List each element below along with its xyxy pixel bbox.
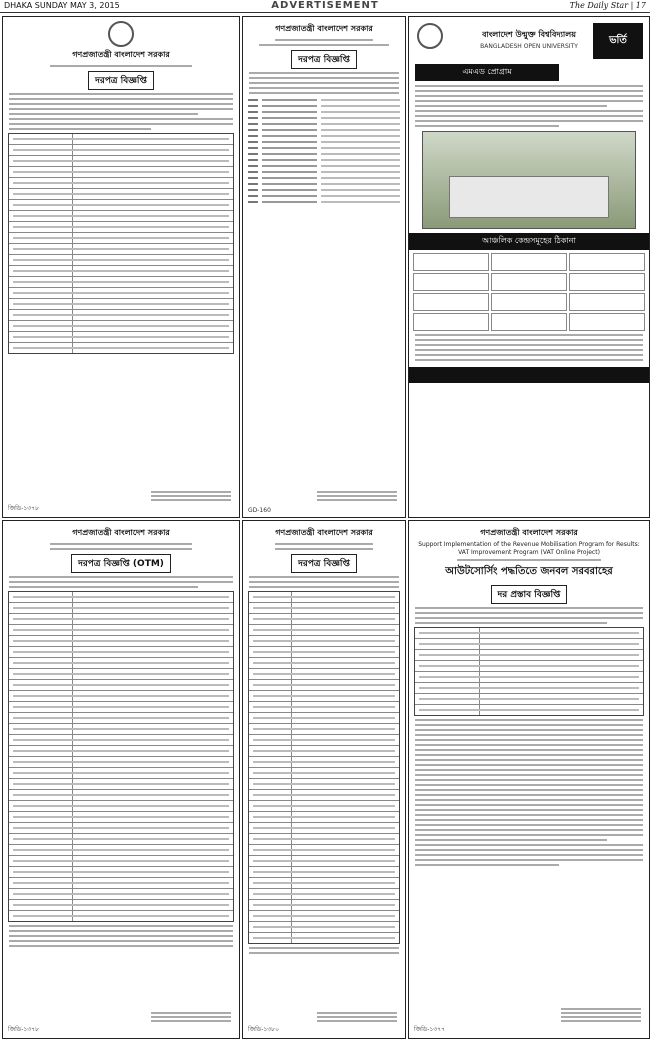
ad-admission <box>408 16 650 518</box>
ad-tender-3 <box>242 520 406 1039</box>
ad-tender-otm <box>2 520 240 1039</box>
ad-title: দরপত্র বিজ্ঞপ্তি <box>291 50 357 69</box>
ad-gov: বাংলাদেশ উন্মুক্ত বিশ্ববিদ্যালয় <box>482 30 576 39</box>
ad-gov: গণপ্রজাতন্ত্রী বাংলাদেশ সরকার <box>72 528 170 537</box>
ad-title: দরপত্র বিজ্ঞপ্তি <box>88 71 154 90</box>
ad-tender-2 <box>242 16 406 518</box>
signature-block <box>151 1010 231 1024</box>
footer-bar <box>409 367 649 383</box>
program-title: এমএড প্রোগ্রাম <box>415 64 559 81</box>
ad-code: জিডি-১৩৭৮ <box>8 1026 39 1033</box>
header-section: ADVERTISEMENT <box>271 0 379 11</box>
ad-program-line2: VAT Improvement Program (VAT Online Project) <box>458 549 600 556</box>
govt-seal-icon <box>108 21 134 47</box>
ad-title: দর প্রস্তাব বিজ্ঞপ্তি <box>491 585 568 604</box>
signature-block <box>317 1010 397 1024</box>
signature-block <box>317 489 397 503</box>
ad-gov: গণপ্রজাতন্ত্রী বাংলাদেশ সরকার <box>72 50 170 59</box>
ad-code: জিডি-১৩৮০ <box>248 1026 279 1033</box>
ad-gov: গণপ্রজাতন্ত্রী বাংলাদেশ সরকার <box>275 24 373 33</box>
ad-program-line1: Support Implementation of the Revenue Mobilisation Program for Results: <box>418 541 640 548</box>
ad-code: জিডি-১৩৭৮ <box>8 505 39 512</box>
ad-title: দরপত্র বিজ্ঞপ্তি (OTM) <box>71 554 171 573</box>
page-header <box>0 0 650 13</box>
tender-table <box>8 591 234 922</box>
ad-sub: BANGLADESH OPEN UNIVERSITY <box>480 43 578 50</box>
header-paper: The Daily Star | 17 <box>569 1 646 10</box>
campus-photo <box>422 131 635 229</box>
ad-outsourcing <box>408 520 650 1039</box>
tender-table <box>414 627 644 716</box>
tender-table <box>248 591 400 944</box>
centers-heading: আঞ্চলিক কেন্দ্রসমূহের ঠিকানা <box>409 233 649 250</box>
ad-gov: গণপ্রজাতন্ত্রী বাংলাদেশ সরকার <box>480 528 578 537</box>
ad-gov: গণপ্রজাতন্ত্রী বাংলাদেশ সরকার <box>275 528 373 537</box>
signature-block <box>561 1006 641 1024</box>
ad-title: দরপত্র বিজ্ঞপ্তি <box>291 554 357 573</box>
ad-headline: আউটসোর্সিং পদ্ধতিতে জনবল সরবরাহের <box>445 566 613 577</box>
admission-badge: ভর্তি বিজ্ঞপ্তি <box>593 23 643 59</box>
tender-table <box>8 133 234 354</box>
ad-code: GD-160 <box>248 507 271 514</box>
header-date: DHAKA SUNDAY MAY 3, 2015 <box>4 1 120 10</box>
signature-block <box>151 489 231 503</box>
ad-tender-1 <box>2 16 240 518</box>
centers-grid <box>413 253 645 331</box>
ad-code: জিডি-১৩৭৭ <box>414 1026 445 1033</box>
